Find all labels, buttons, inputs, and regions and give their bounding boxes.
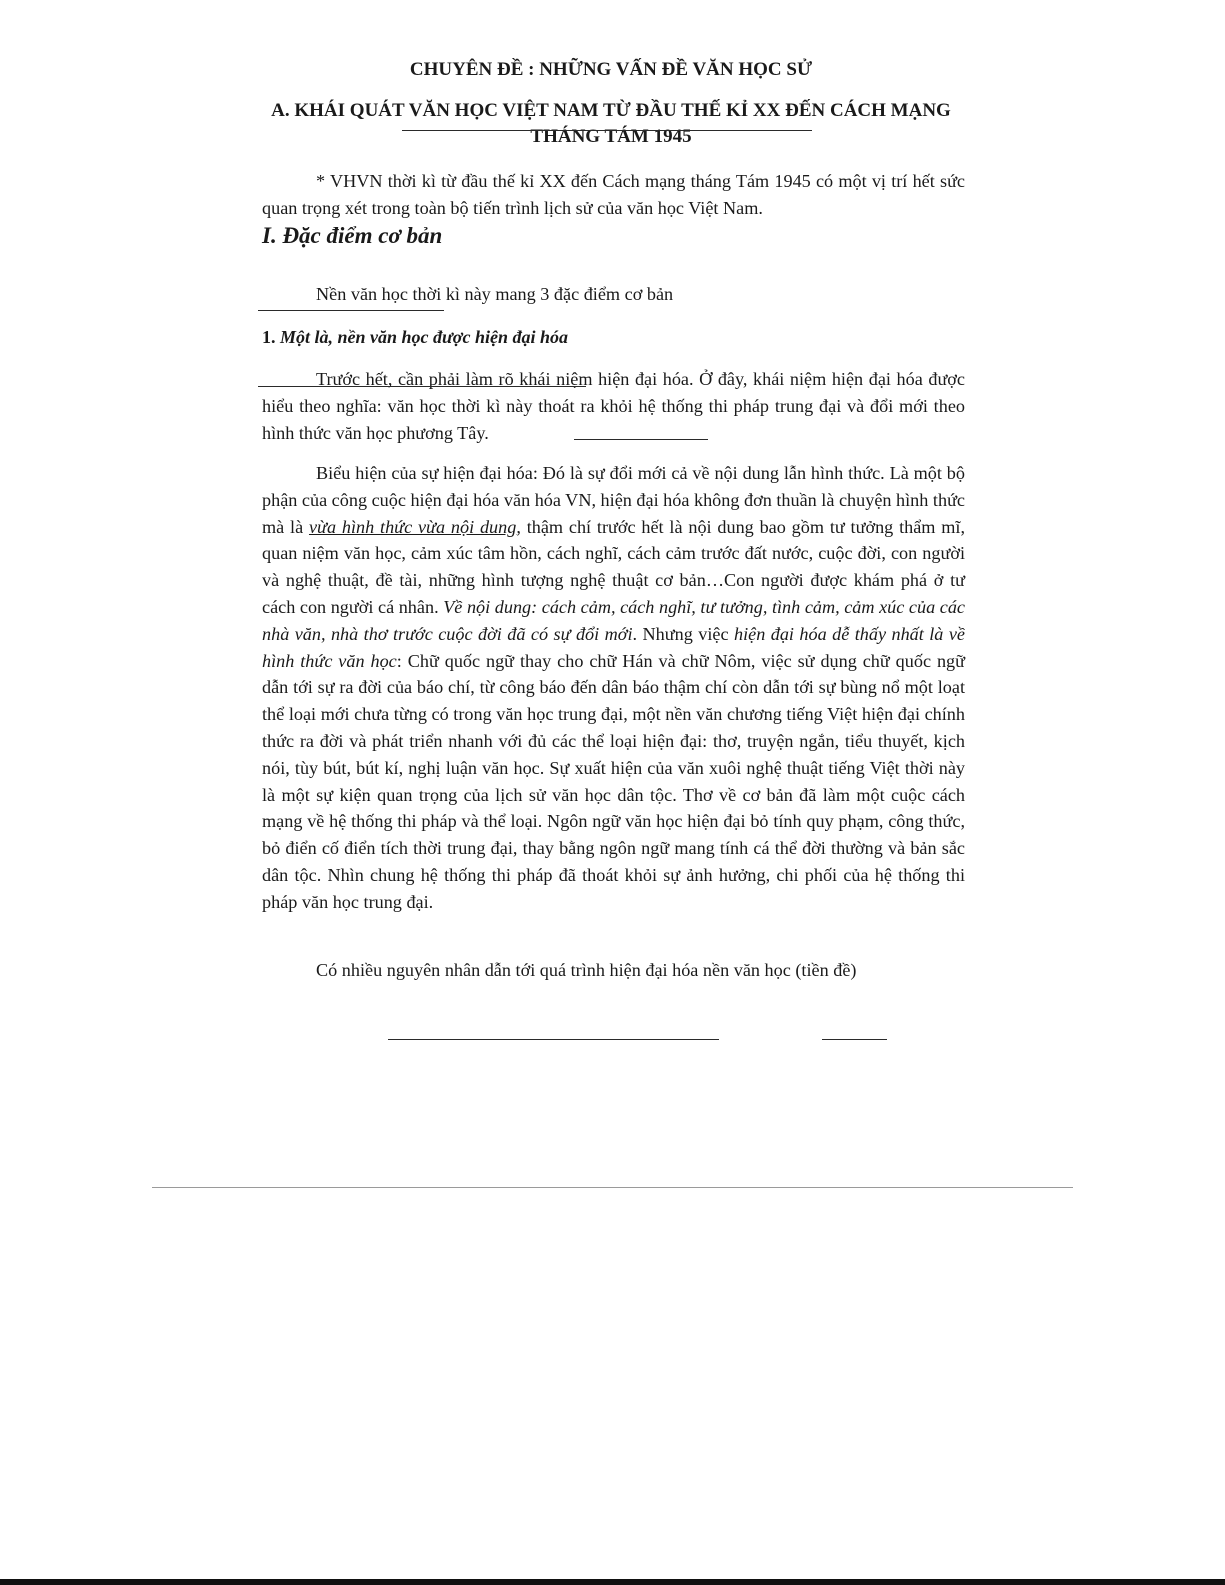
section-heading: I. Đặc điểm cơ bản [262,223,443,248]
blank-line-1 [388,1039,719,1040]
subtitle-underline [402,130,812,131]
expression-text-4: : Chữ quốc ngữ thay cho chữ Hán và chữ Nôm, việc sử dụng chữ quốc ngữ dẫn tới sự ra đời của báo chí, từ công báo đến dân báo thậm chí còn dẫn tới sự bùng nổ một loạt thể loại mới chưa từng có trong văn học trung đại, một nền văn chương tiếng Việt hiện đại chính thức ra đời và phát triển nhanh với đủ các thể loại hiện đại: thơ, truyện ngắn, tiểu thuyết, kịch nói, tùy bút, bút kí, nghị luận văn học. Sự xuất hiện của văn xuôi nghệ thuật tiếng Việt thời này là một sự kiện quan trọng của lịch sử văn học dân tộc. Thơ về cơ bản đã làm một cuộc cách mạng về hệ thống thi pháp và thể loại. Ngôn ngữ văn học hiện đại bỏ tính quy phạm, công thức, bỏ điển cố điển tích thời trung đại, thay bằng ngôn ngữ mang tính cá thể đời thường và bản sắc dân tộc. Nhìn chung hệ thống thi pháp đã thoát khỏi sự ảnh hưởng, chi phối của hệ thống thi pháp văn học trung đại. [262,650,965,912]
expression-text-2: , thậm chí trước hết là nội dung bao gồm tư tưởng thẩm mĩ, quan niệm văn học, cảm xúc tâm hồn, cách nghĩ, cách cảm trước đất nước, cuộc đời, con người và nghệ thuật, đề tài, những hình tượng nghệ thuật cơ bản…Con người được khám phá ở tư cách con người cá nhân. [262,516,965,617]
section-lead: Nền văn học thời kì này mang 3 đặc điểm cơ bản [316,284,674,304]
point-1-heading [262,325,568,349]
expression-emphasis-3: hiện đại hóa dễ thấy nhất là về hình thức văn học [262,623,965,671]
point-1-label: Một là, nền văn học được hiện đại hóa [280,327,568,347]
footer-band [0,1579,1225,1585]
lead-underline [258,310,444,311]
expression-emphasis-1: vừa hình thức vừa nội dung [308,516,517,537]
section-a-title: A. KHÁI QUÁT VĂN HỌC VIỆT NAM TỪ ĐẦU THẾ KỈ XX ĐẾN CÁCH MẠNG THÁNG TÁM 1945 [271,100,951,147]
paragraph-definition: Trước hết, cần phải làm rõ khái niệm hiện đại hóa. Ở đây, khái niệm hiện đại hóa được hiểu theo nghĩa: văn học thời kì này thoát ra khỏi hệ thống thi pháp trung đại và đổi mới theo hình thức văn học phương Tây. [262,369,965,443]
blank-line-2 [822,1039,887,1040]
point-1-number: 1. [262,327,280,347]
paragraph-causes: Có nhiều nguyên nhân dẫn tới quá trình hiện đại hóa nền văn học (tiền đề) [316,960,857,980]
definition-strike-line [258,386,586,387]
expression-text-3: . Nhưng việc [632,623,734,644]
definition-tail-underline [574,439,708,440]
expression-emphasis-2: Về nội dung: cách cảm, cách nghĩ, tư tưởng, tình cảm, cảm xúc của các nhà văn, nhà thơ trước cuộc đời đã có sự đổi mới [262,596,965,644]
page-bottom-separator [152,1187,1073,1188]
intro-paragraph: * VHVN thời kì từ đầu thế kỉ XX đến Cách mạng tháng Tám 1945 có một vị trí hết sức quan trọng xét trong toàn bộ tiến trình lịch sử của văn học Việt Nam. [262,171,965,218]
paragraph-expression [262,460,965,916]
expression-text-1: Biểu hiện của sự hiện đại hóa: Đó là sự đổi mới cả về nội dung lẫn hình thức. Là một bộ phận của công cuộc hiện đại hóa văn hóa VN, hiện đại hóa không đơn thuần là chuyện hình thức mà là [262,463,965,537]
document-title: CHUYÊN ĐỀ : NHỮNG VẤN ĐỀ VĂN HỌC SỬ [409,59,813,80]
